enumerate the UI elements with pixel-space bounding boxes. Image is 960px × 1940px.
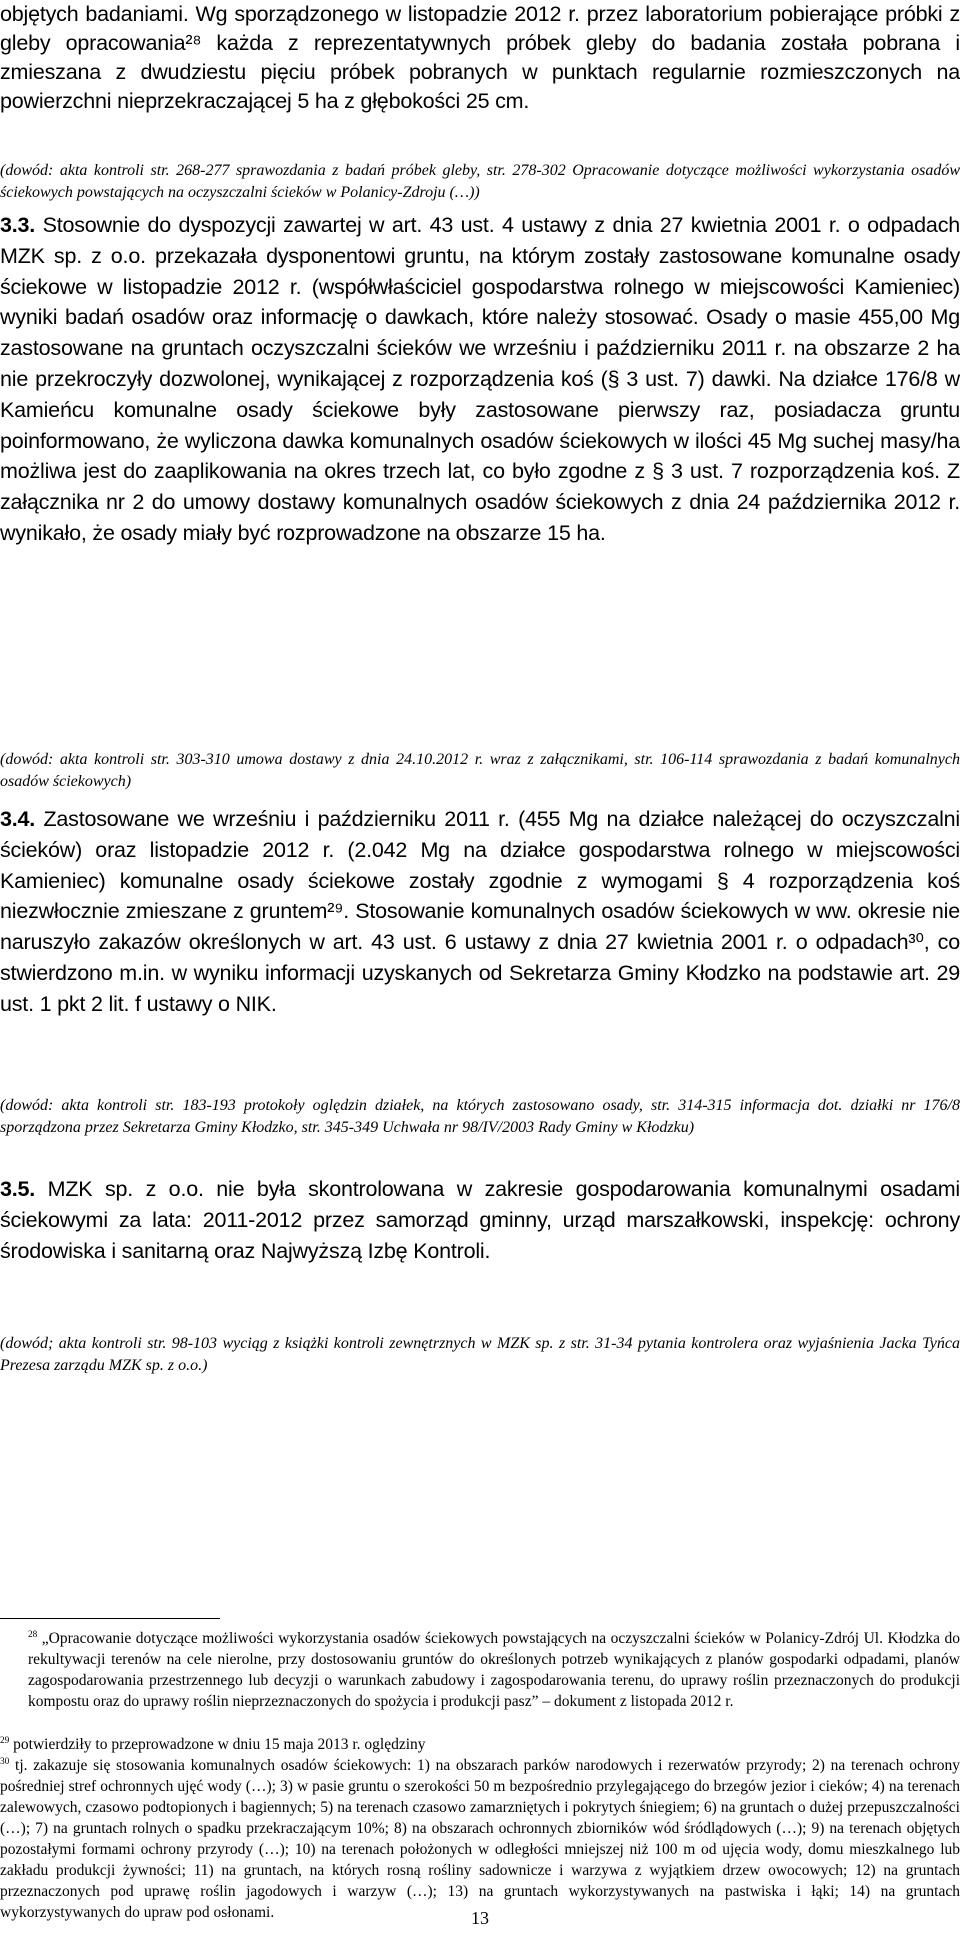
section-number: 3.5. [0, 1177, 36, 1201]
page-number: 13 [471, 1908, 489, 1928]
section-3-3: 3.3. Stosownie do dyspozycji zawartej w art. 43 ust. 4 ustawy z dnia 27 kwietnia 2001 r. o odpadach MZK sp. z o.o. przekazała dysponentowi gruntu, na którym zostały zastosowane komunalne osady ściekowe w listopadzie 2012 r. (współwłaściciel gospodarstwa rolnego w miejscowości Kamieniec) wyniki badań osadów oraz informację o dawkach, które należy stosować. Osady o masie 455,00 Mg zastosowane na gruntach oczyszczalni ścieków we wrześniu i październiku 2011 r. na obszarze 2 ha nie przekroczyły dozwolonej, wynikającej z rozporządzenia koś (§ 3 ust. 7) dawki. Na działce 176/8 w Kamieńcu komunalne osady ściekowe były zastosowane pierwszy raz, posiadacza gruntu poinformowano, że wyliczona dawka komunalnych osadów ściekowych w ilości 45 Mg suchej masy/ha możliwa jest do zaaplikowania na okres trzech lat, co było zgodne z § 3 ust. 7 rozporządzenia koś. Z załącznika nr 2 do umowy dostawy komunalnych osadów ściekowych z dnia 24 października 2012 r. wynikało, że osady miały być rozprowadzone na obszarze 15 ha. [0, 213, 960, 545]
section-3-5: 3.5. MZK sp. z o.o. nie była skontrolowana w zakresie gospodarowania komunalnymi osadami ściekowymi za lata: 2011-2012 przez samorząd gminny, urząd marszałkowski, inspekcję: ochrony środowiska i sanitarną oraz Najwyższą Izbę Kontroli. [0, 1177, 960, 1263]
intro-paragraph: objętych badaniami. Wg sporządzonego w listopadzie 2012 r. przez laboratorium pobierające próbki z gleby opracowania²⁸ każda z reprezentatywnych próbek gleby do badania została pobrana i zmieszana z dwudziestu pięciu próbek pobranych w punktach regularnie rozmieszczonych na powierzchni nieprzekraczającej 5 ha z głębokości 25 cm. [0, 2, 960, 113]
footnote-29: $^{29}$ potwierdziły to przeprowadzone w dniu 15 maja 2013 r. oględziny [0, 1735, 426, 1753]
section-3-3-citation: (dowód: akta kontroli str. 303-310 umowa dostawy z dnia 24.10.2012 r. wraz z załącznikami, str. 106-114 sprawozdania z badań komunalnych osadów ściekowych) [0, 751, 960, 790]
footnote-30: $^{30}$ tj. zakazuje się stosowania komunalnych osadów ściekowych: 1) na obszarach parków narodowych i rezerwatów przyrody; 2) na terenach ochrony pośredniej stref ochronnych ujęć wody (…); 3) w pasie gruntu o szerokości 50 m bezpośrednio przylegającego do brzegów jezior i cieków; 4) na terenach zalewowych, czasowo podtopionych i bagiennych; 5) na terenach czasowo zamarzniętych i pokrytych śniegiem; 6) na gruntach o dużej przepuszczalności (…); 7) na gruntach rolnych o spadku przekraczającym 10%; 8) na obszarach ochronnych zbiorników wód śródlądowych (…); 9) na terenach objętych pozostałymi formami ochrony przyrody (…); 10) na terenach położonych w odległości mniejszej niż 100 m od ujęcia wody, domu mieszkalnego lub zakładu produkcji żywności; 11) na gruntach, na których rosną rośliny sadownicze i warzywa z wyjątkiem drzew owocowych; 12) na gruntach przeznaczonych pod uprawę roślin jagodowych i warzyw (…); 13) na gruntach wykorzystywanych na pastwiska i łąki; 14) na gruntach wykorzystywanych do upraw pod osłonami. [0, 1756, 960, 1921]
section-3-5-citation: (dowód; akta kontroli str. 98-103 wyciąg z książki kontroli zewnętrznych w MZK sp. z str. 31-34 pytania kontrolera oraz wyjaśnienia Jacka Tyńca Prezesa zarządu MZK sp. z o.o.) [0, 1335, 960, 1374]
footnote-28: $^{28}$ „Opracowanie dotyczące możliwości wykorzystania osadów ściekowych powstających na oczyszczalni ścieków w Polanicy-Zdrój Ul. Kłodzka do rekultywacji terenów na cele nierolne, przy dostosowaniu gruntów do określonych potrzeb wynikających z planów gospodarki odpadami, planów zagospodarowania przestrzennego lub decyzji o warunkach zabudowy i zagospodarowania terenu, do uprawy roślin przeznaczonych do produkcji kompostu oraz do uprawy roślin nieprzeznaczonych do spożycia i produkcji pasz” – dokument z listopada 2012 r. [28, 1629, 960, 1710]
section-3-4: 3.4. Zastosowane we wrześniu i październiku 2011 r. (455 Mg na działce należącej do oczyszczalni ścieków) oraz listopadzie 2012 r. (2.042 Mg na działce gospodarstwa rolnego w miejscowości Kamieniec) komunalne osady ściekowe zostały zgodnie z wymogami § 4 rozporządzenia koś niezwłocznie zmieszane z gruntem²⁹. Stosowanie komunalnych osadów ściekowych w ww. okresie nie naruszyło zakazów określonych w art. 43 ust. 6 ustawy z dnia 27 kwietnia 2001 r. o odpadach³⁰, co stwierdzono m.in. w wyniku informacji uzyskanych od Sekretarza Gminy Kłodzko na podstawie art. 29 ust. 1 pkt 2 lit. f ustawy o NIK. [0, 807, 960, 1016]
footnote-separator [0, 1618, 220, 1619]
section-3-4-citation: (dowód: akta kontroli str. 183-193 protokoły oględzin działek, na których zastosowano osady, str. 314-315 informacja dot. działki nr 176/8 sporządzona przez Sekretarza Gminy Kłodzko, str. 345-349 Uchwała nr 98/IV/2003 Rady Gminy w Kłodzku) [0, 1097, 960, 1136]
section-number: 3.4. [0, 807, 36, 831]
section-number: 3.3. [0, 213, 36, 237]
intro-citation: (dowód: akta kontroli str. 268-277 sprawozdania z badań próbek gleby, str. 278-302 Opracowanie dotyczące możliwości wykorzystania osadów ściekowych powstających na oczyszczalni ścieków w Polanicy-Zdroju (…)) [0, 162, 960, 201]
